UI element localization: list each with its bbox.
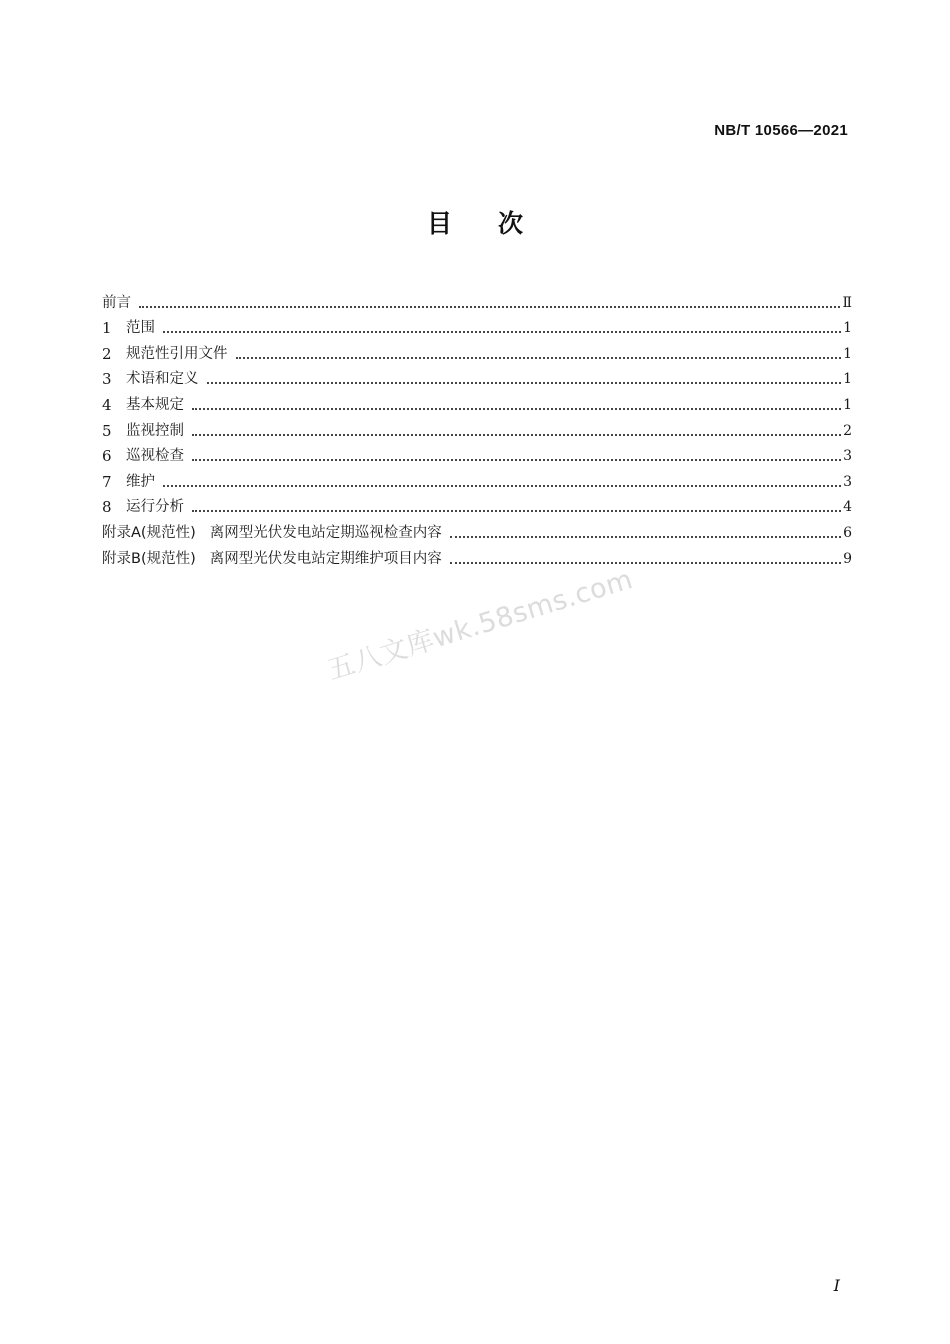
toc-number: 1 bbox=[102, 319, 112, 338]
toc-number: 3 bbox=[102, 370, 112, 389]
toc-label: 监视控制 bbox=[126, 422, 184, 439]
toc-leader bbox=[163, 330, 841, 333]
toc-page-number: 1 bbox=[843, 345, 852, 362]
toc-leader bbox=[163, 484, 841, 487]
toc-label: 规范性引用文件 bbox=[126, 345, 228, 362]
toc-entry-7[interactable] bbox=[102, 466, 852, 492]
toc-leader bbox=[450, 535, 841, 538]
toc-number: 8 bbox=[102, 498, 112, 517]
toc-entry-2[interactable] bbox=[102, 338, 852, 364]
toc-label: 范围 bbox=[126, 320, 155, 337]
toc-entry-4[interactable] bbox=[102, 389, 852, 415]
toc-appendix-number: 附录A(规范性) bbox=[102, 524, 196, 541]
toc-number: 6 bbox=[102, 447, 112, 466]
toc-page-number: 2 bbox=[843, 422, 852, 439]
toc-entry-1[interactable] bbox=[102, 313, 852, 339]
toc-leader bbox=[450, 561, 841, 564]
toc-page-number: 3 bbox=[843, 448, 852, 465]
toc-entry-5[interactable] bbox=[102, 415, 852, 441]
toc-page-number: 9 bbox=[843, 550, 852, 567]
toc-leader bbox=[192, 458, 841, 461]
toc-leader bbox=[139, 305, 840, 308]
toc-leader bbox=[207, 381, 842, 384]
toc-page-number: Ⅱ bbox=[842, 294, 852, 311]
toc-entry-3[interactable] bbox=[102, 364, 852, 390]
toc-leader bbox=[192, 407, 841, 410]
toc-label: 术语和定义 bbox=[126, 371, 199, 388]
toc-page-number: 6 bbox=[843, 524, 852, 541]
toc-page-number: 1 bbox=[843, 371, 852, 388]
toc-leader bbox=[192, 509, 841, 512]
page-number: I bbox=[833, 1276, 840, 1295]
toc-entry-appendix-a[interactable] bbox=[102, 517, 852, 543]
toc-label: 离网型光伏发电站定期巡视检查内容 bbox=[209, 524, 442, 541]
toc-number: 4 bbox=[102, 395, 112, 414]
toc-label: 巡视检查 bbox=[126, 448, 184, 465]
toc-entry-6[interactable] bbox=[102, 441, 852, 467]
toc-label: 基本规定 bbox=[126, 396, 184, 413]
toc-leader bbox=[192, 433, 841, 436]
toc-page-number: 1 bbox=[843, 396, 852, 413]
toc-label: 维护 bbox=[126, 473, 155, 490]
page-title: 目次 bbox=[426, 209, 569, 238]
table-of-contents bbox=[102, 287, 852, 569]
toc-page-number: 4 bbox=[843, 499, 852, 516]
toc-label: 运行分析 bbox=[126, 499, 184, 516]
toc-label: 离网型光伏发电站定期维护项目内容 bbox=[209, 550, 442, 567]
toc-number: 2 bbox=[102, 344, 112, 363]
toc-appendix-number: 附录B(规范性) bbox=[102, 550, 196, 567]
toc-entry-appendix-b[interactable] bbox=[102, 543, 852, 569]
toc-number: 5 bbox=[102, 421, 112, 440]
toc-number: 7 bbox=[102, 472, 112, 491]
toc-label: 前言 bbox=[102, 294, 131, 311]
toc-leader bbox=[236, 356, 842, 359]
watermark: 五八文库wk.58sms.com bbox=[324, 563, 637, 687]
standard-code: NB/T 10566—2021 bbox=[714, 122, 848, 139]
toc-entry-foreword[interactable] bbox=[102, 287, 852, 313]
toc-page-number: 3 bbox=[843, 473, 852, 490]
toc-page-number: 1 bbox=[843, 320, 852, 337]
toc-entry-8[interactable] bbox=[102, 492, 852, 518]
